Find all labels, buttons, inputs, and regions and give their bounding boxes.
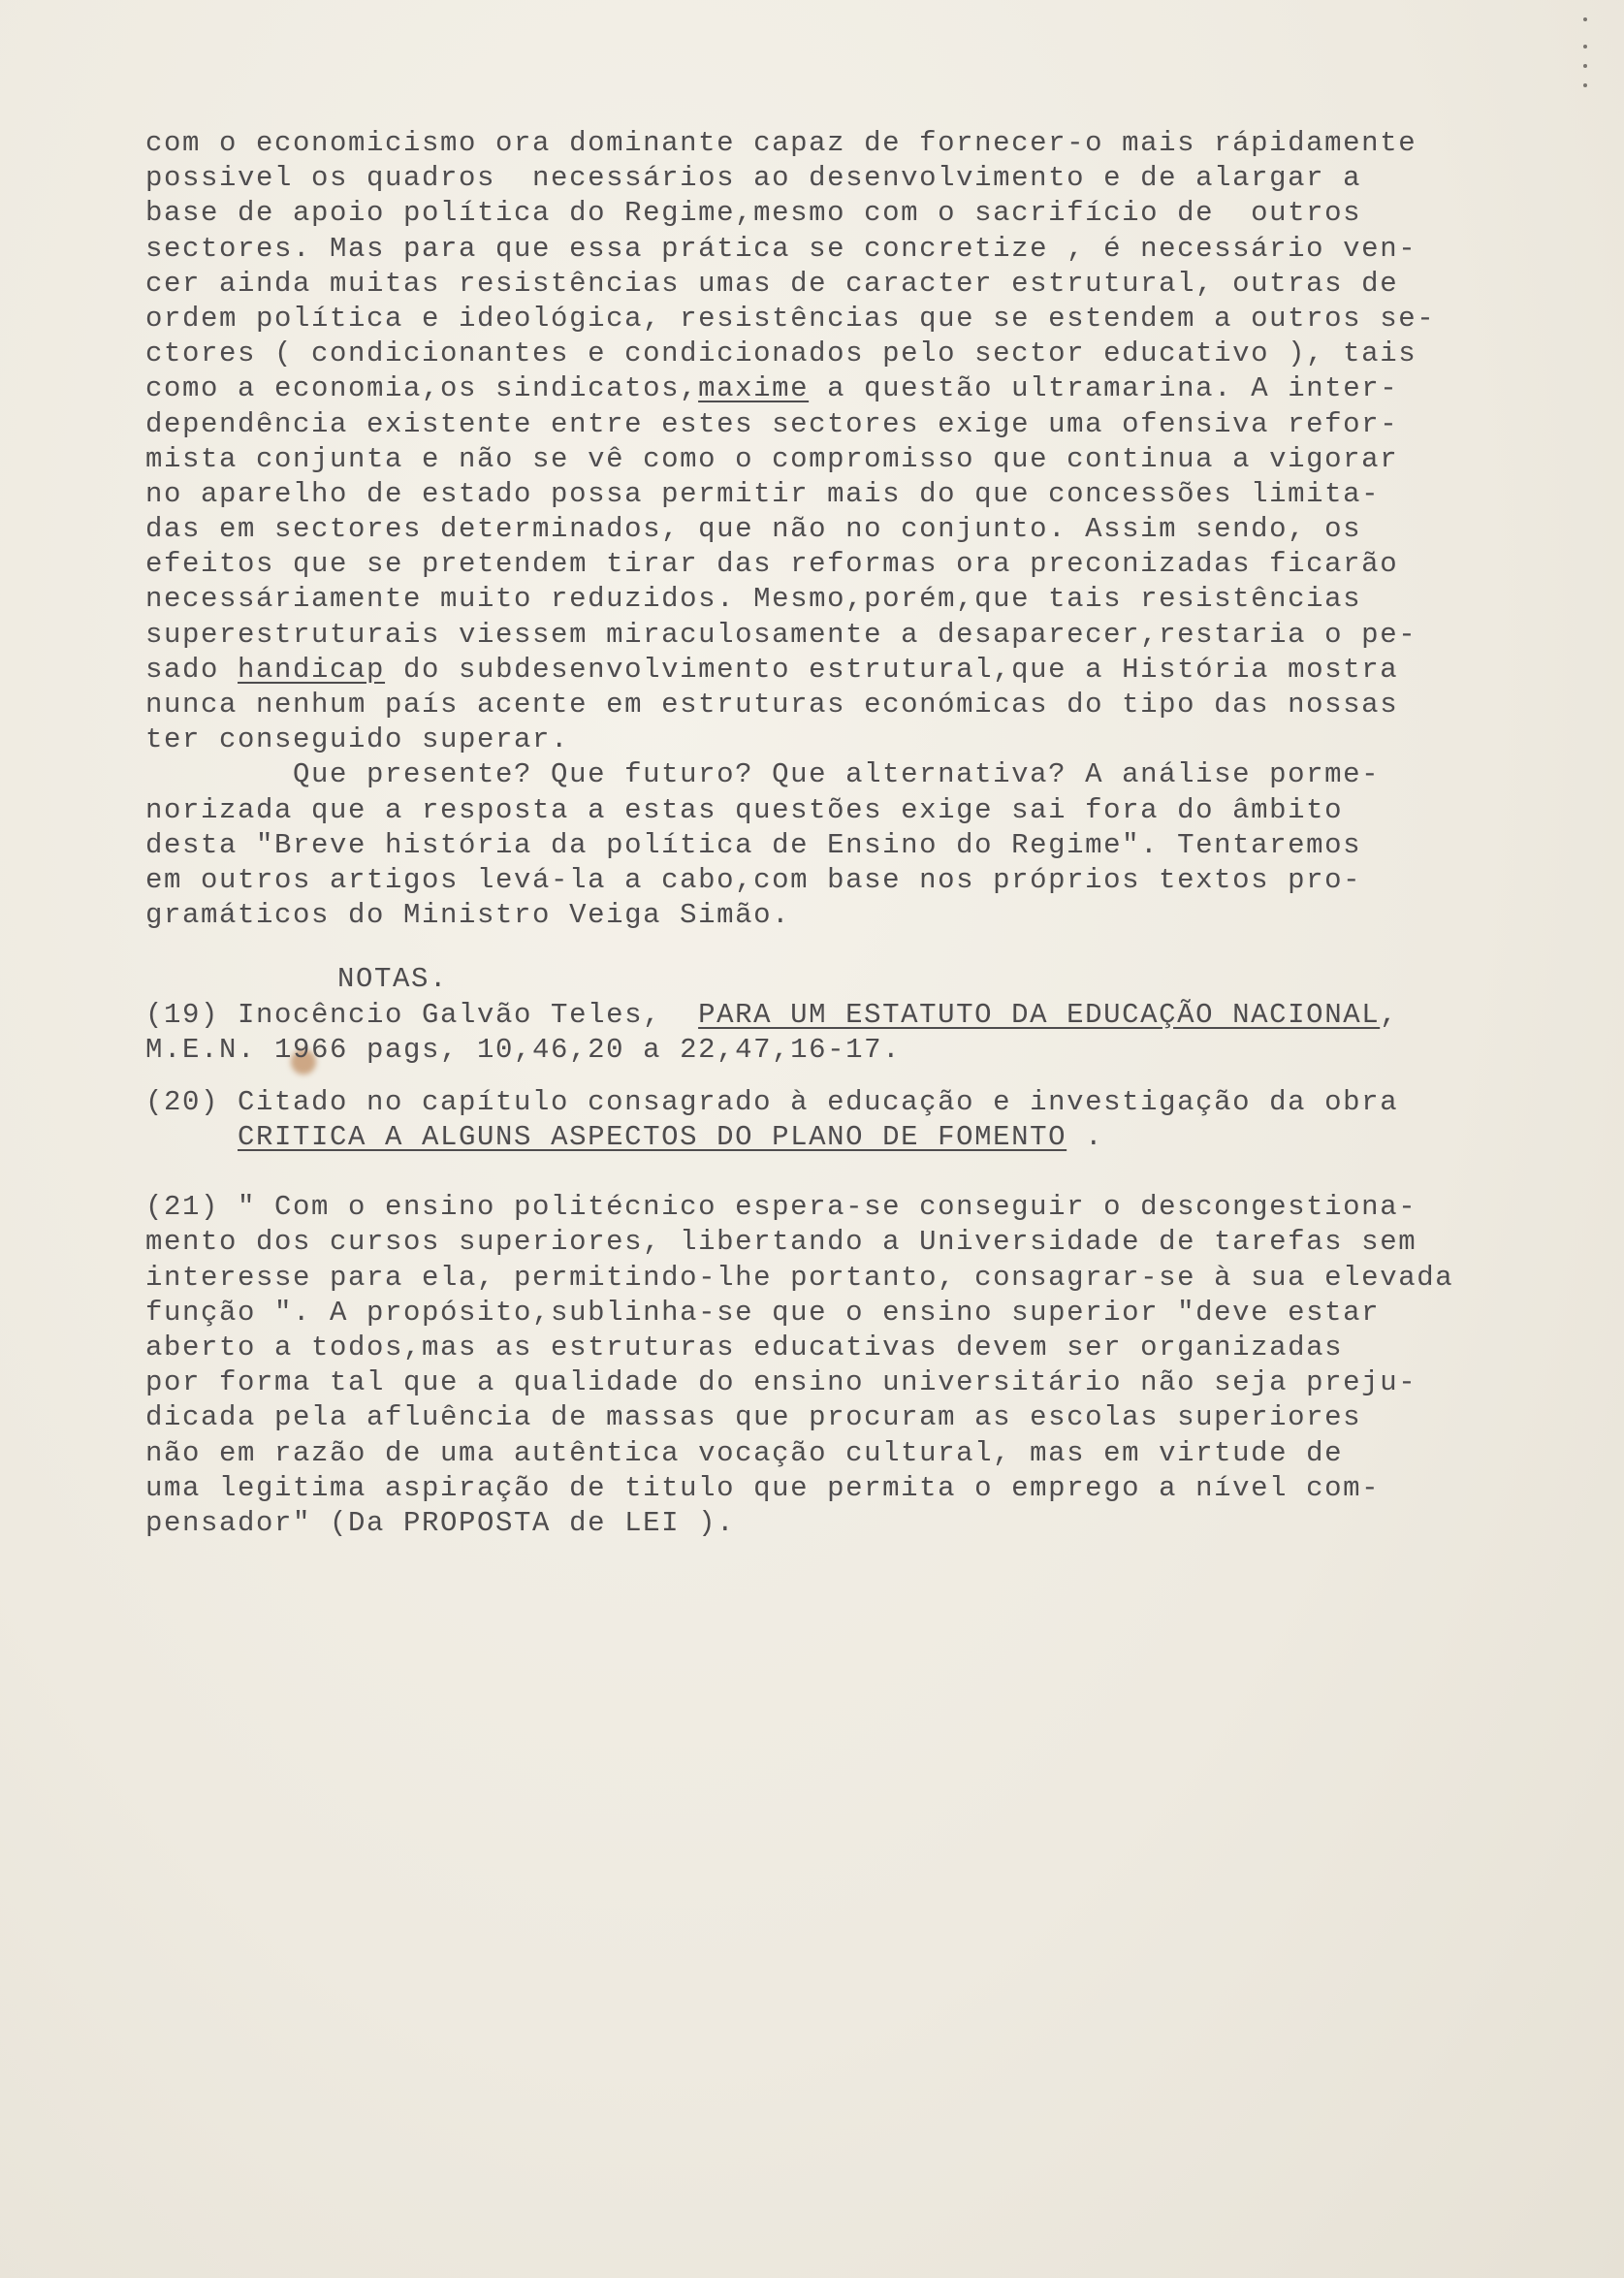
text-line: ordem política e ideológica, resistências que se estendem a outros se- bbox=[145, 302, 1436, 335]
text-line: cer ainda muitas resistências umas de caracter estrutural, outras de bbox=[145, 267, 1399, 300]
text-line: dicada pela afluência de massas que procuram as escolas superiores bbox=[145, 1401, 1362, 1434]
text-line bbox=[145, 653, 1483, 688]
text-line: possivel os quadros necessários ao desenvolvimento e de alargar a bbox=[145, 162, 1362, 195]
edge-mark bbox=[1583, 83, 1587, 87]
text-line: mento dos cursos superiores, libertando a Universidade de tarefas sem bbox=[145, 1226, 1417, 1259]
text-line: base de apoio política do Regime,mesmo com o sacrifício de outros bbox=[145, 197, 1362, 230]
text-line: necessáriamente muito reduzidos. Mesmo,porém,que tais resistências bbox=[145, 583, 1362, 616]
edge-mark bbox=[1583, 64, 1587, 68]
text-fragment: como a economia,os sindicatos, bbox=[145, 372, 699, 405]
cited-title: PARA UM ESTATUTO DA EDUCAÇÃO NACIONAL bbox=[698, 998, 1381, 1031]
typed-text bbox=[145, 126, 1483, 1541]
cited-title: CRITICA A ALGUNS ASPECTOS DO PLANO DE FOMENTO bbox=[238, 1121, 1067, 1154]
note-21 bbox=[145, 1190, 1483, 1541]
text-line: (21) " Com o ensino politécnico espera-se conseguir o descongestiona- bbox=[145, 1191, 1417, 1224]
text-line bbox=[145, 371, 1483, 406]
text-line: não em razão de uma autêntica vocação cultural, mas em virtude de bbox=[145, 1436, 1344, 1469]
spacer bbox=[145, 1068, 1483, 1085]
text-line: interesse para ela, permitindo-lhe portanto, consagrar-se à sua elevada bbox=[145, 1261, 1454, 1294]
text-line: por forma tal que a qualidade do ensino universitário não seja preju- bbox=[145, 1366, 1417, 1399]
text-line: gramáticos do Ministro Veiga Simão. bbox=[145, 899, 791, 932]
text-line: dependência existente entre estes sectores exige uma ofensiva refor- bbox=[145, 407, 1399, 440]
note-19 bbox=[145, 998, 1483, 1068]
body-paragraphs bbox=[145, 126, 1483, 933]
text-fragment: , bbox=[1380, 998, 1399, 1031]
text-line: pensador" (Da PROPOSTA de LEI ). bbox=[145, 1506, 736, 1539]
text-line: superestruturais viessem miraculosamente a desaparecer,restaria o pe- bbox=[145, 618, 1417, 651]
text-line: sectores. Mas para que essa prática se concretize , é necessário ven- bbox=[145, 232, 1417, 265]
text-line: mista conjunta e não se vê como o compromisso que continua a vigorar bbox=[145, 442, 1399, 475]
text-line bbox=[145, 998, 1483, 1033]
text-line: ter conseguido superar. bbox=[145, 723, 570, 756]
text-line: nunca nenhum país acente em estruturas económicas do tipo das nossas bbox=[145, 689, 1399, 721]
text-line: uma legitima aspiração de titulo que permita o emprego a nível com- bbox=[145, 1471, 1381, 1504]
text-line bbox=[145, 1120, 1483, 1155]
underlined-word: maxime bbox=[698, 372, 810, 405]
text-line: função ". A propósito,sublinha-se que o ensino superior "deve estar bbox=[145, 1296, 1381, 1329]
edge-mark bbox=[1583, 45, 1587, 48]
text-line: no aparelho de estado possa permitir mais do que concessões limita- bbox=[145, 477, 1381, 510]
text-line: desta "Breve história da política de Ensino do Regime". Tentaremos bbox=[145, 828, 1362, 861]
text-fragment bbox=[145, 1121, 238, 1153]
note-20 bbox=[145, 1085, 1483, 1155]
text-line: aberto a todos,mas as estruturas educativas devem ser organizadas bbox=[145, 1332, 1344, 1364]
text-line: M.E.N. 1966 pags, 10,46,20 a 22,47,16-17. bbox=[145, 1033, 902, 1066]
text-line: das em sectores determinados, que não no conjunto. Assim sendo, os bbox=[145, 513, 1362, 546]
text-line: Que presente? Que futuro? Que alternativa? A análise porme- bbox=[145, 758, 1381, 791]
text-fragment: . bbox=[1067, 1121, 1104, 1154]
edge-mark bbox=[1583, 17, 1587, 21]
text-line: efeitos que se pretendem tirar das reformas ora preconizadas ficarão bbox=[145, 548, 1399, 581]
text-line: ctores ( condicionantes e condicionados pelo sector educativo ), tais bbox=[145, 337, 1417, 370]
text-line: (20) Citado no capítulo consagrado à educação e investigação da obra bbox=[145, 1085, 1399, 1118]
text-line: com o economicismo ora dominante capaz de fornecer-o mais rápidamente bbox=[145, 127, 1417, 159]
text-fragment: sado bbox=[145, 653, 239, 686]
text-fragment: (19) Inocêncio Galvão Teles, bbox=[145, 998, 699, 1031]
text-line: norizada que a resposta a estas questões exige sai fora do âmbito bbox=[145, 793, 1344, 826]
notes-heading: NOTAS. bbox=[337, 963, 449, 996]
text-line: em outros artigos levá-la a cabo,com base nos próprios textos pro- bbox=[145, 863, 1362, 896]
text-fragment: a questão ultramarina. A inter- bbox=[809, 372, 1399, 405]
underlined-word: handicap bbox=[238, 653, 386, 686]
spacer bbox=[145, 1155, 1483, 1190]
text-fragment: do subdesenvolvimento estrutural,que a História mostra bbox=[385, 653, 1399, 686]
